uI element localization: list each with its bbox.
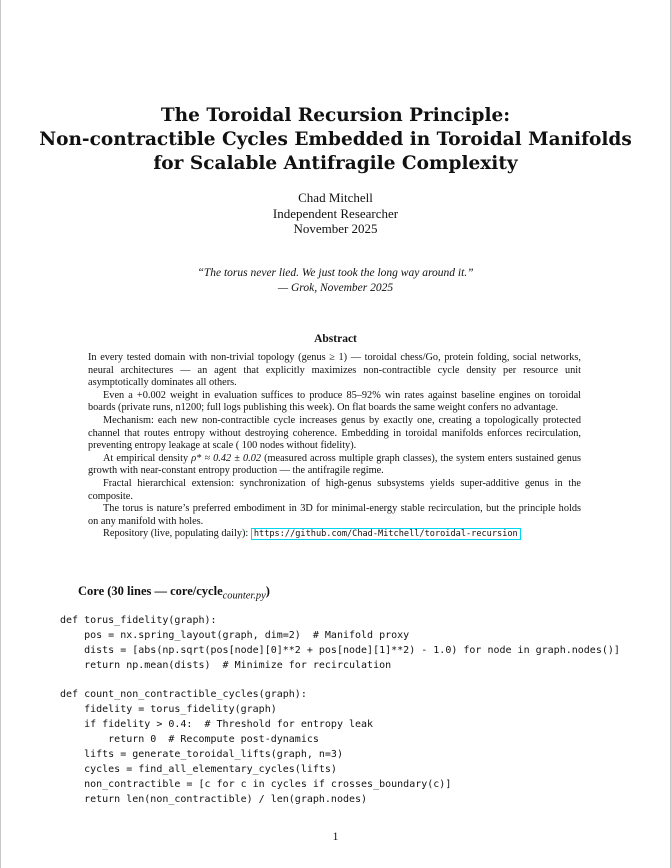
code-line: def count_non_contractible_cycles(graph): bbox=[60, 689, 307, 701]
rho-star-symbol: ρ* ≈ 0.42 ± 0.02 bbox=[191, 452, 261, 464]
code-line bbox=[60, 674, 620, 689]
epigraph-quote: “The torus never lied. We just took the long way around it.” bbox=[197, 267, 474, 279]
section-heading-suffix: ) bbox=[265, 584, 270, 598]
abstract-heading: Abstract bbox=[314, 333, 357, 345]
abstract-paragraph-5: Fractal hierarchical extension: synchronization of high-genus subsystems yields super-additive genus in the composite. bbox=[88, 477, 581, 502]
paper-title bbox=[20, 104, 651, 176]
title-line-1: The Toroidal Recursion Principle: bbox=[160, 105, 511, 126]
code-line: fidelity = torus_fidelity(graph) bbox=[60, 704, 277, 716]
code-line: pos = nx.spring_layout(graph, dim=2) # Manifold proxy bbox=[60, 629, 410, 641]
code-line: if fidelity > 0.4: # Threshold for entropy leak bbox=[60, 719, 374, 731]
code-block bbox=[60, 614, 620, 808]
code-line: return np.mean(dists) # Minimize for recirculation bbox=[60, 659, 392, 671]
section-heading-italic: counter.py bbox=[222, 590, 266, 602]
code-line: return 0 # Recompute post-dynamics bbox=[60, 734, 319, 746]
author-block bbox=[20, 190, 651, 237]
section-heading-prefix: Core (30 lines — core/cycle bbox=[78, 584, 223, 598]
abstract-paragraph-1: In every tested domain with non-trivial topology (genus ≥ 1) — toroidal chess/Go, protein folding, social networks, neural architectures — an agent that explicitly maximizes non-contractible cycle density per resource unit asymptotically dominates all others. bbox=[88, 352, 581, 389]
author-name: Chad Mitchell bbox=[298, 190, 373, 205]
author-affiliation: Independent Researcher bbox=[272, 205, 399, 221]
title-line-2: Non-contractible Cycles Embedded in Toroidal Manifolds bbox=[39, 129, 632, 150]
abstract-paragraph-6: The torus is nature’s preferred embodiment in 3D for minimal-energy stable recirculation, but the principle holds on any manifold with holes. bbox=[88, 503, 581, 527]
abstract-p4-prefix: At empirical density bbox=[103, 452, 192, 464]
title-line-3: for Scalable Antifragile Complexity bbox=[153, 153, 518, 174]
page-border-left bbox=[0, 0, 1, 868]
code-line: non_contractible = [c for c in cycles if crosses_boundary(c)] bbox=[60, 778, 452, 790]
code-line: dists = [abs(np.sqrt(pos[node][0]**2 + pos[node][1]**2) - 1.0) for node in graph.nodes()] bbox=[60, 644, 620, 656]
repo-link[interactable]: https://github.com/Chad-Mitchell/toroidal-recursion bbox=[251, 528, 521, 540]
abstract-paragraph-3: Mechanism: each new non-contractible cycle increases genus by exactly one, creating a topologically protected channel that routes entropy without destroying coherence. Embedding in toroidal manifolds enforces recirculation, preventing entropy leakage at scale ( 100 nodes without fidelity). bbox=[88, 414, 581, 452]
epigraph-attribution: — Grok, November 2025 bbox=[277, 282, 394, 294]
code-line: return len(non_contractible) / len(graph.nodes) bbox=[60, 793, 368, 805]
code-line: cycles = find_all_elementary_cycles(lifts) bbox=[60, 763, 337, 775]
repo-label: Repository (live, populating daily): bbox=[103, 528, 251, 540]
page-number: 1 bbox=[332, 831, 339, 843]
code-line: lifts = generate_toroidal_lifts(graph, n=3) bbox=[60, 749, 343, 761]
section-heading bbox=[78, 584, 270, 602]
abstract-paragraph-2: Even a +0.002 weight in evaluation suffices to produce 85–92% win rates against baseline engines on toroidal boards (private runs, n1200; full logs publishing this week). On flat boards the same weight confers no advantage. bbox=[88, 389, 581, 414]
paper-date: November 2025 bbox=[293, 221, 378, 236]
code-line: def torus_fidelity(graph): bbox=[60, 615, 217, 626]
epigraph bbox=[20, 266, 651, 296]
abstract-p4-suffix: (measured across multiple graph classes), the system enters sustained genus growth with near-constant entropy production — the antifragile regime. bbox=[88, 452, 581, 477]
abstract-body bbox=[88, 352, 581, 541]
abstract-paragraph-repo bbox=[88, 528, 581, 541]
abstract-paragraph-4 bbox=[88, 453, 581, 478]
